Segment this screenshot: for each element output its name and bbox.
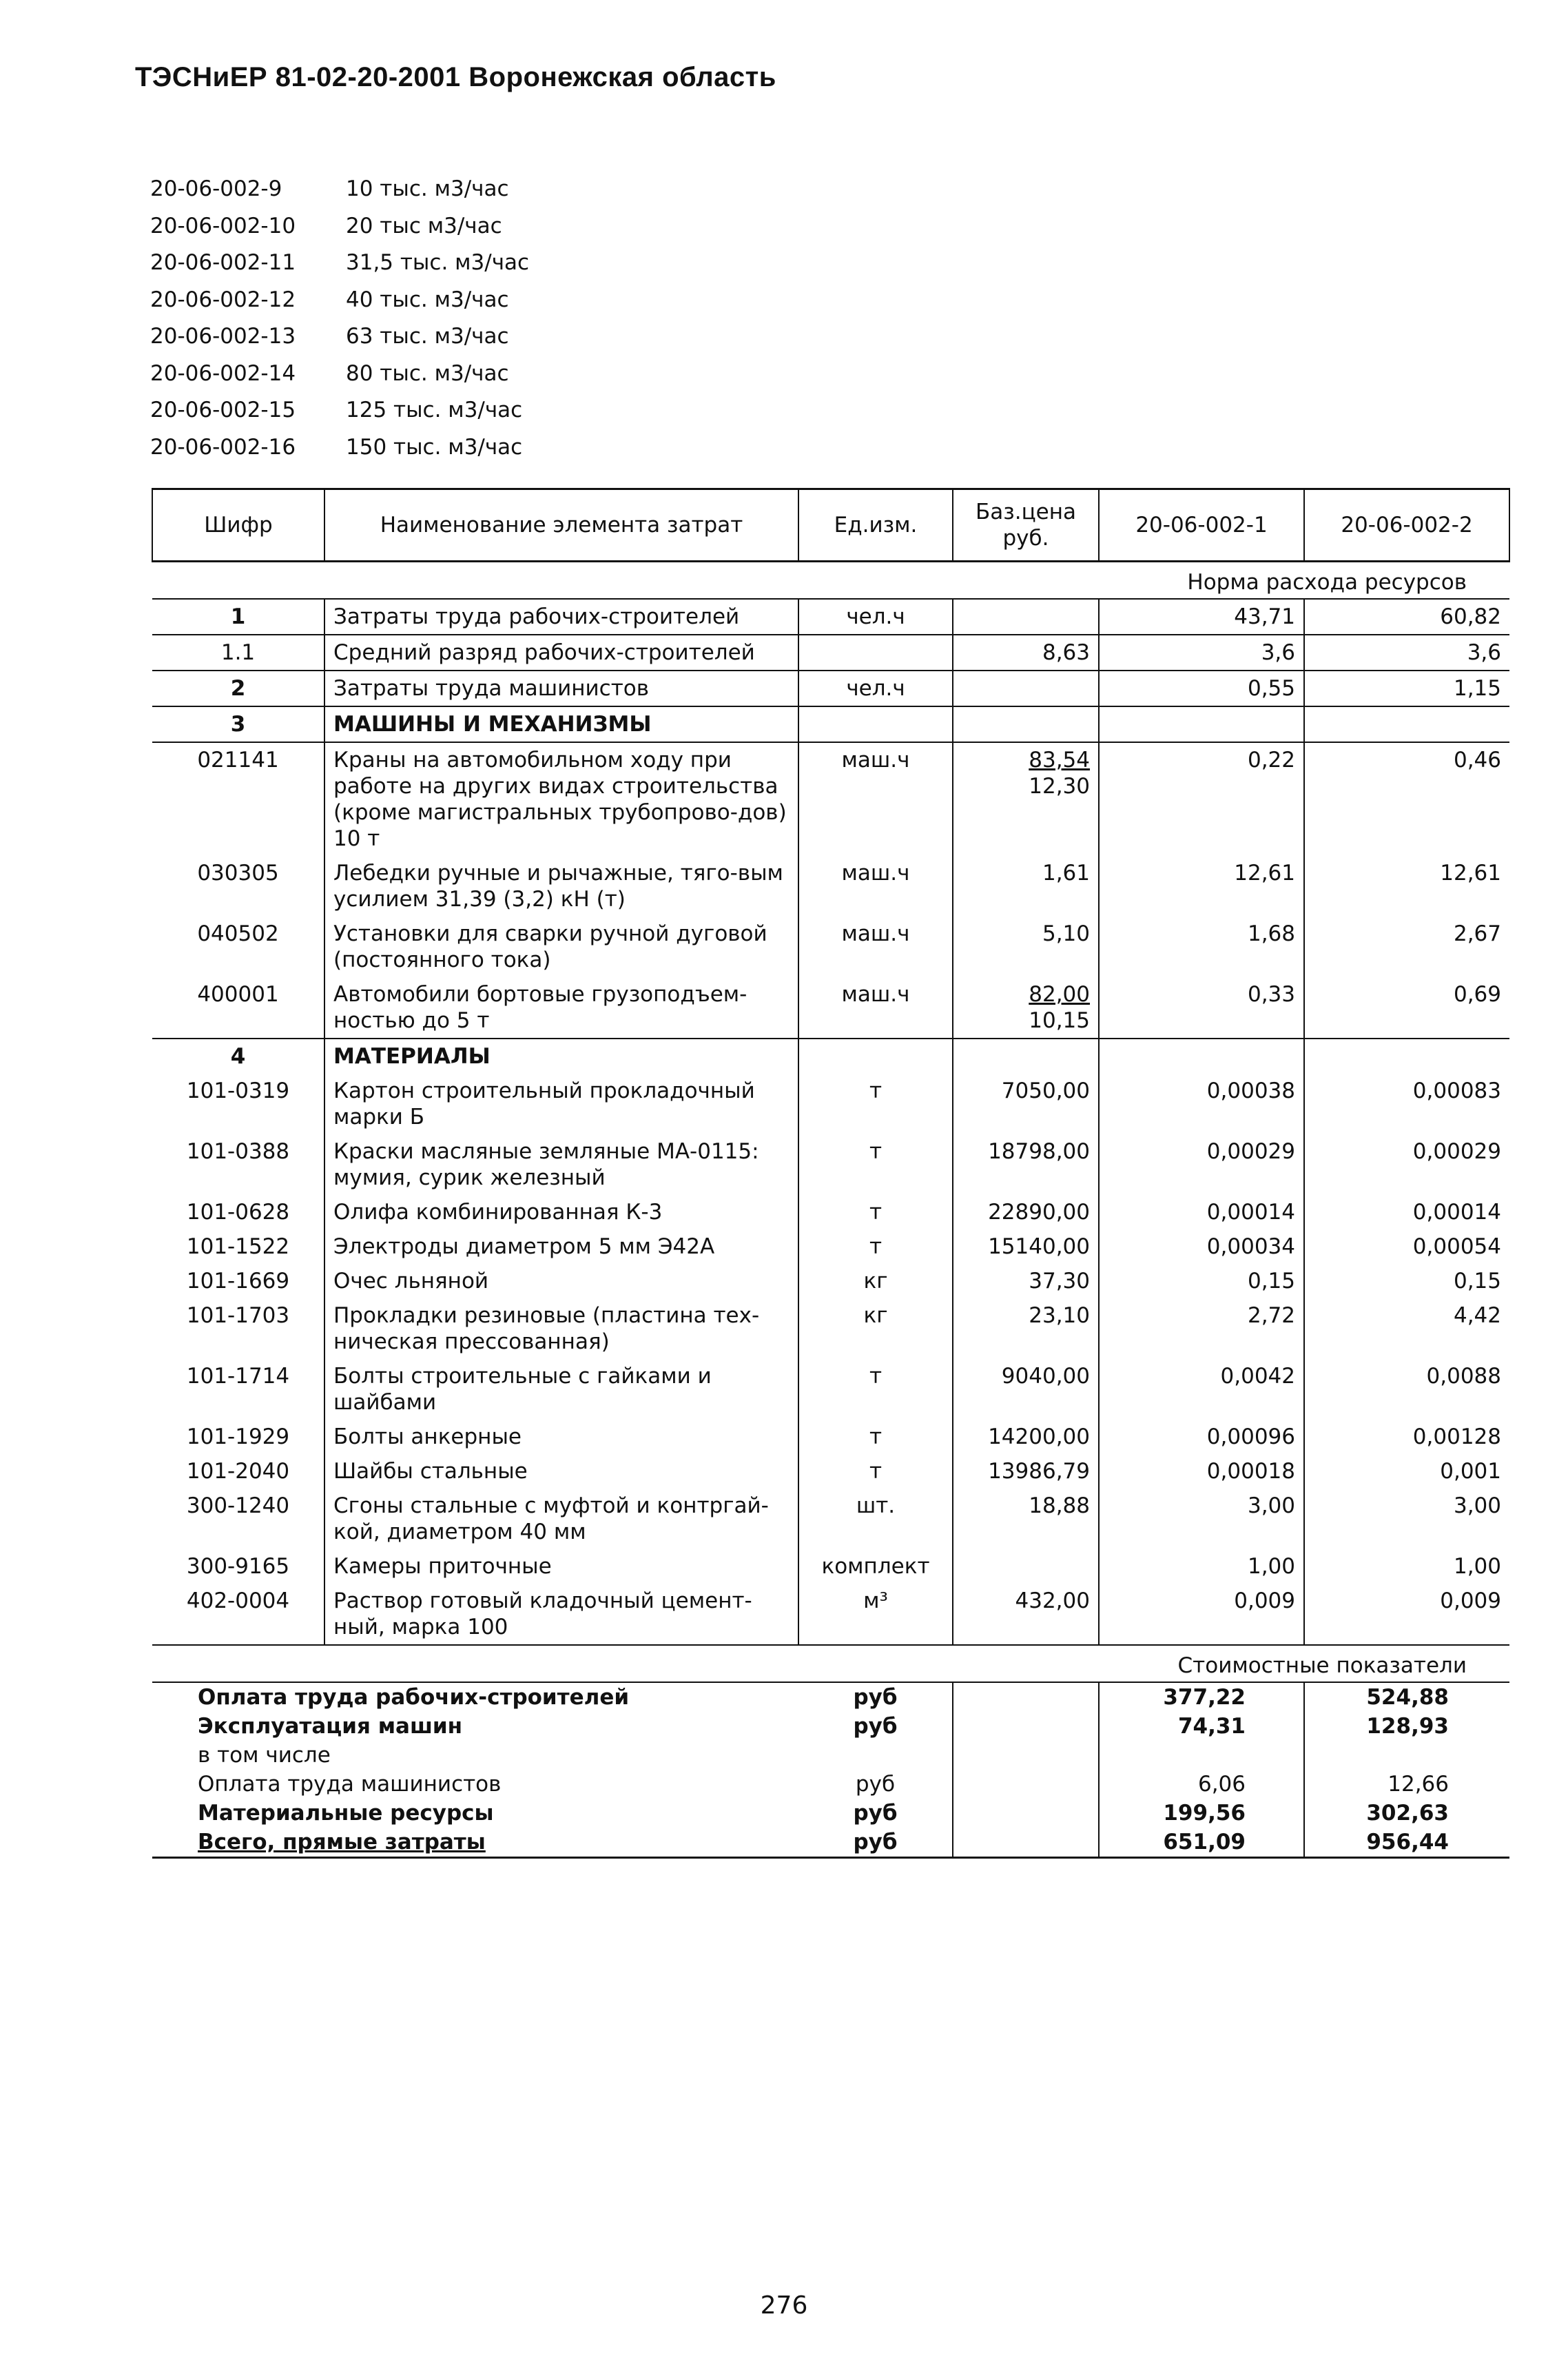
variant-row <box>150 245 529 282</box>
summary-row: Оплата труда машинистов руб 6,06 12,66 <box>152 1770 1509 1799</box>
summary-row: Материальные ресурсы руб 199,56 302,63 <box>152 1799 1509 1828</box>
variant-row <box>150 318 529 356</box>
summary-row: в том числе <box>152 1741 1509 1770</box>
section-row-machines: 3 МАШИНЫ И МЕХАНИЗМЫ <box>152 706 1509 742</box>
table-row: 021141 Краны на автомобильном ходу при работе на других видах строительства (кроме магистральных трубопрово-дов) 10 т маш.ч 83,54 12,30 0,22 0,46 <box>152 742 1509 856</box>
band-cost-row <box>152 1645 1509 1682</box>
table-header-row <box>152 489 1509 562</box>
variant-list <box>150 171 529 466</box>
header-price-line1: Баз.цена <box>975 500 1077 524</box>
header-col2: 20-06-002-2 <box>1304 489 1509 562</box>
table-row: 402-0004 Раствор готовый кладочный цемент-ный, марка 100 м³ 432,00 0,009 0,009 <box>152 1584 1509 1645</box>
variant-code: 20-06-002-15 <box>150 398 296 422</box>
table-row: 101-0319 Картон строительный прокладочный марки Б т 7050,00 0,00038 0,00083 <box>152 1074 1509 1134</box>
table-row: 101-1669 Очес льняной кг 37,30 0,15 0,15 <box>152 1264 1509 1298</box>
table-row: 030305 Лебедки ручные и рычажные, тяго-вым усилием 31,39 (3,2) кН (т) маш.ч 1,61 12,61 12,61 <box>152 856 1509 917</box>
price-old: 82,00 <box>1029 982 1090 1007</box>
table-row: 101-1714 Болты строительные с гайками и шайбами т 9040,00 0,0042 0,0088 <box>152 1359 1509 1420</box>
table-row: 101-0628 Олифа комбинированная К-3 т 22890,00 0,00014 0,00014 <box>152 1195 1509 1229</box>
price-old: 83,54 <box>1029 748 1090 773</box>
page-number: 276 <box>760 2291 808 2320</box>
variant-desc: 80 тыс. м3/час <box>346 360 509 386</box>
table-row: 1.1 Средний разряд рабочих-строителей 8,63 3,6 3,6 <box>152 635 1509 671</box>
variant-desc: 10 тыс. м3/час <box>346 176 509 201</box>
variant-code: 20-06-002-9 <box>150 176 282 201</box>
variant-desc: 40 тыс. м3/час <box>346 287 509 312</box>
variant-row <box>150 282 529 319</box>
variant-desc: 20 тыс м3/час <box>346 213 502 238</box>
table-row: 300-1240 Сгоны стальные с муфтой и контргай-кой, диаметром 40 мм шт. 18,88 3,00 3,00 <box>152 1489 1509 1549</box>
table-row: 300-9165 Камеры приточные комплект 1,00 1,00 <box>152 1549 1509 1584</box>
table-row: 101-1522 Электроды диаметром 5 мм Э42А т 15140,00 0,00034 0,00054 <box>152 1229 1509 1264</box>
variant-row <box>150 208 529 245</box>
document-title: ТЭСНиЕР 81-02-20-2001 Воронежская область <box>135 62 776 92</box>
variant-code: 20-06-002-13 <box>150 324 296 349</box>
variant-desc: 150 тыс. м3/час <box>346 434 523 460</box>
band-norm-label: Норма расхода ресурсов <box>1099 562 1509 600</box>
variant-desc: 31,5 тыс. м3/час <box>346 250 530 275</box>
table-row: 2 Затраты труда машинистов чел.ч 0,55 1,15 <box>152 671 1509 706</box>
header-col1: 20-06-002-1 <box>1099 489 1304 562</box>
band-norm-row <box>152 562 1509 600</box>
variant-code: 20-06-002-14 <box>150 360 296 386</box>
table-row: 101-2040 Шайбы стальные т 13986,79 0,00018 0,001 <box>152 1454 1509 1489</box>
summary-row: Оплата труда рабочих-строителей руб 377,22 524,88 <box>152 1682 1509 1712</box>
table-row: 040502 Установки для сварки ручной дуговой (постоянного тока) маш.ч 5,10 1,68 2,67 <box>152 917 1509 977</box>
summary-row-total: Всего, прямые затраты руб 651,09 956,44 <box>152 1828 1509 1858</box>
variant-code: 20-06-002-10 <box>150 213 296 238</box>
header-name: Наименование элемента затрат <box>324 489 798 562</box>
price-new: 12,30 <box>1029 774 1090 799</box>
variant-code: 20-06-002-12 <box>150 287 296 312</box>
header-unit: Ед.изм. <box>798 489 953 562</box>
table-row: 101-1929 Болты анкерные т 14200,00 0,00096 0,00128 <box>152 1420 1509 1454</box>
header-price <box>953 489 1099 562</box>
variant-code: 20-06-002-11 <box>150 250 296 275</box>
table-row: 101-0388 Краски масляные земляные МА-0115: мумия, сурик железный т 18798,00 0,00029 0,00029 <box>152 1134 1509 1195</box>
variant-row <box>150 429 529 467</box>
table-row: 1 Затраты труда рабочих-строителей чел.ч 43,71 60,82 <box>152 599 1509 635</box>
variant-desc: 125 тыс. м3/час <box>346 398 523 422</box>
table-row: 400001 Автомобили бортовые грузоподъем-ностью до 5 т маш.ч 82,00 10,15 0,33 0,69 <box>152 977 1509 1039</box>
band-cost-label: Стоимостные показатели <box>1099 1645 1509 1682</box>
variant-code: 20-06-002-16 <box>150 434 296 460</box>
variant-desc: 63 тыс. м3/час <box>346 324 509 349</box>
header-price-line2: руб. <box>1002 526 1049 551</box>
price-new: 10,15 <box>1029 1008 1090 1033</box>
variant-row <box>150 171 529 208</box>
resource-norm-table <box>152 488 1510 1859</box>
variant-row <box>150 356 529 393</box>
table-row: 101-1703 Прокладки резиновые (пластина тех-ническая прессованная) кг 23,10 2,72 4,42 <box>152 1298 1509 1359</box>
section-row-materials: 4 МАТЕРИАЛЫ <box>152 1039 1509 1074</box>
header-code: Шифр <box>152 489 324 562</box>
variant-row <box>150 392 529 429</box>
summary-row: Эксплуатация машин руб 74,31 128,93 <box>152 1712 1509 1741</box>
